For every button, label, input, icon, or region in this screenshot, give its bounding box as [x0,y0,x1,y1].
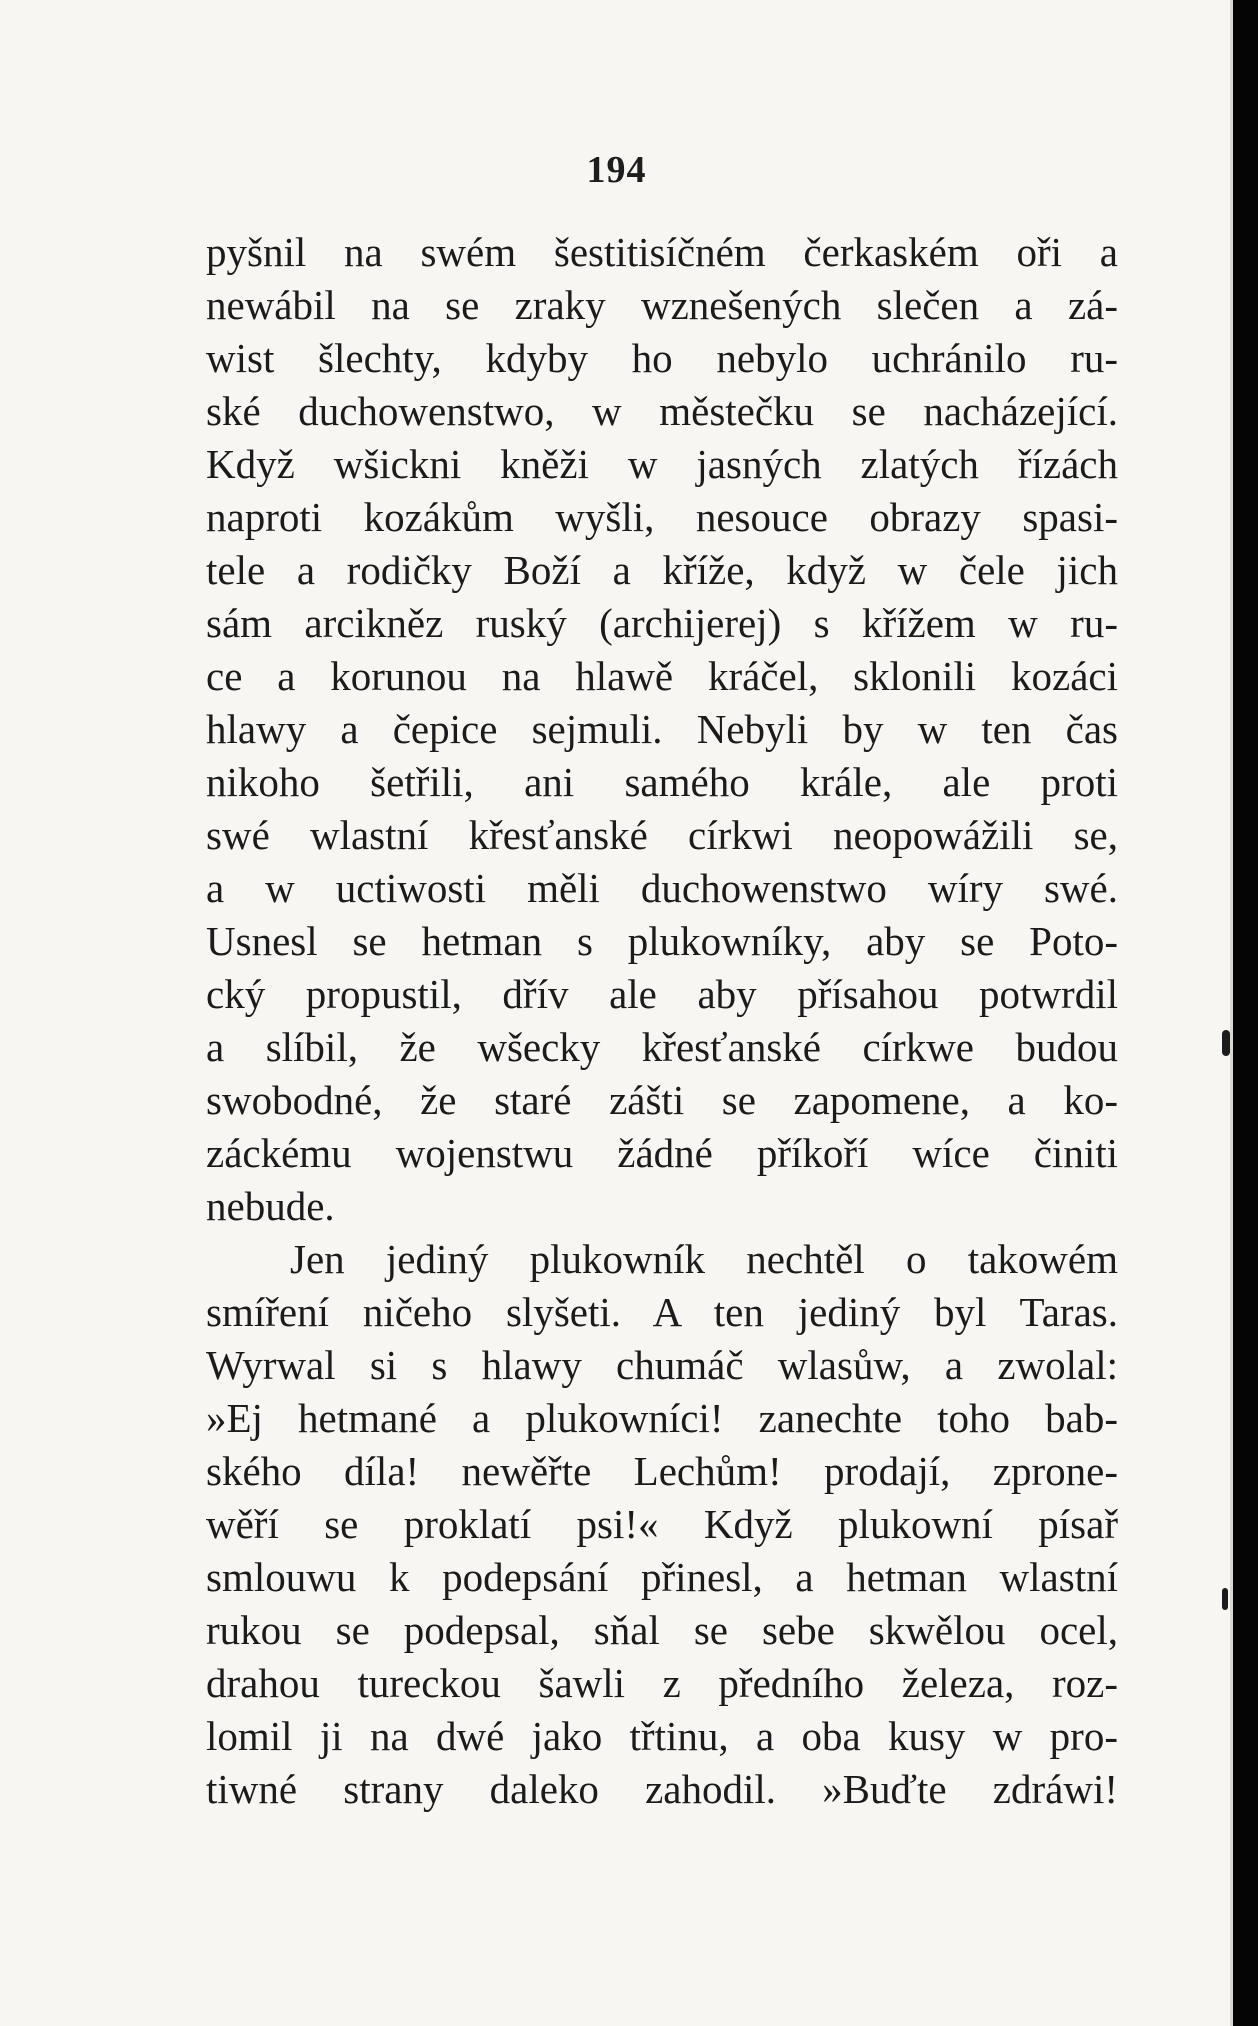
text-line: a slíbil, že wšecky křesťanské církwe budou [206,1024,1118,1070]
page-number: 194 [586,149,647,191]
text-line: »Ej hetmané a plukowníci! zanechte toho bab- [206,1395,1118,1441]
text-line: nebude. [206,1183,335,1229]
text-line: Wyrwal si s hlawy chumáč wlasůw, a zwolal: [206,1342,1118,1388]
text-line: Usnesl se hetman s plukowníky, aby se Poto- [206,918,1118,964]
text-line: smíření ničeho slyšeti. A ten jediný byl Taras. [206,1289,1118,1335]
text-line: drahou tureckou šawli z předního železa, roz- [206,1660,1118,1706]
text-line: cký propustil, dřív ale aby přísahou potwrdil [206,971,1118,1017]
text-line: wist šlechty, kdyby ho nebylo uchránilo ru- [206,335,1118,381]
text-line-paragraph-start: Jen jediný plukowník nechtěl o takowém [290,1236,1118,1282]
text-line: záckému wojenstwu žádné příkoří wíce činiti [206,1130,1118,1176]
text-line: wěří se proklatí psi!« Když plukowní písař [206,1501,1118,1547]
text-line: hlawy a čepice sejmuli. Nebyli by w ten čas [206,706,1118,752]
binding-mark-lower [1222,1588,1228,1610]
text-line: naproti kozákům wyšli, nesouce obrazy spasi- [206,494,1118,540]
text-line: ské duchowenstwo, w městečku se nacházející. [206,388,1118,434]
text-line: nikoho šetřili, ani samého krále, ale proti [206,759,1118,805]
text-line: sám arcikněz ruský (archijerej) s křížem w ru- [206,600,1118,646]
text-line: Když wšickni kněži w jasných zlatých řízách [206,441,1118,487]
binding-mark-upper [1222,1030,1230,1056]
text-line: ského díla! newěřte Lechům! prodají, zprone- [206,1448,1118,1494]
text-line: swobodné, že staré zášti se zapomene, a ko- [206,1077,1118,1123]
text-line: ce a korunou na hlawě kráčel, sklonili kozáci [206,653,1118,699]
scan-edge [1233,0,1258,2026]
text-line: tele a rodičky Boží a kříže, když w čele jich [206,547,1118,593]
text-line: lomil ji na dwé jako třtinu, a oba kusy w pro- [206,1713,1118,1759]
text-line: smlouwu k podepsání přinesl, a hetman wlastní [206,1554,1118,1600]
text-line: a w uctiwosti měli duchowenstwo wíry swé. [206,865,1118,911]
text-line: rukou se podepsal, sňal se sebe skwělou ocel, [206,1607,1118,1653]
text-line: pyšnil na swém šestitisíčném čerkaském oři a [206,229,1118,275]
text-line: newábil na se zraky wznešených slečen a zá- [206,282,1118,328]
text-line: tiwné strany daleko zahodil. »Buďte zdráwi! [206,1766,1118,1812]
text-line: swé wlastní křesťanské církwi neopowážili se, [206,812,1118,858]
body-text [206,226,1118,1816]
